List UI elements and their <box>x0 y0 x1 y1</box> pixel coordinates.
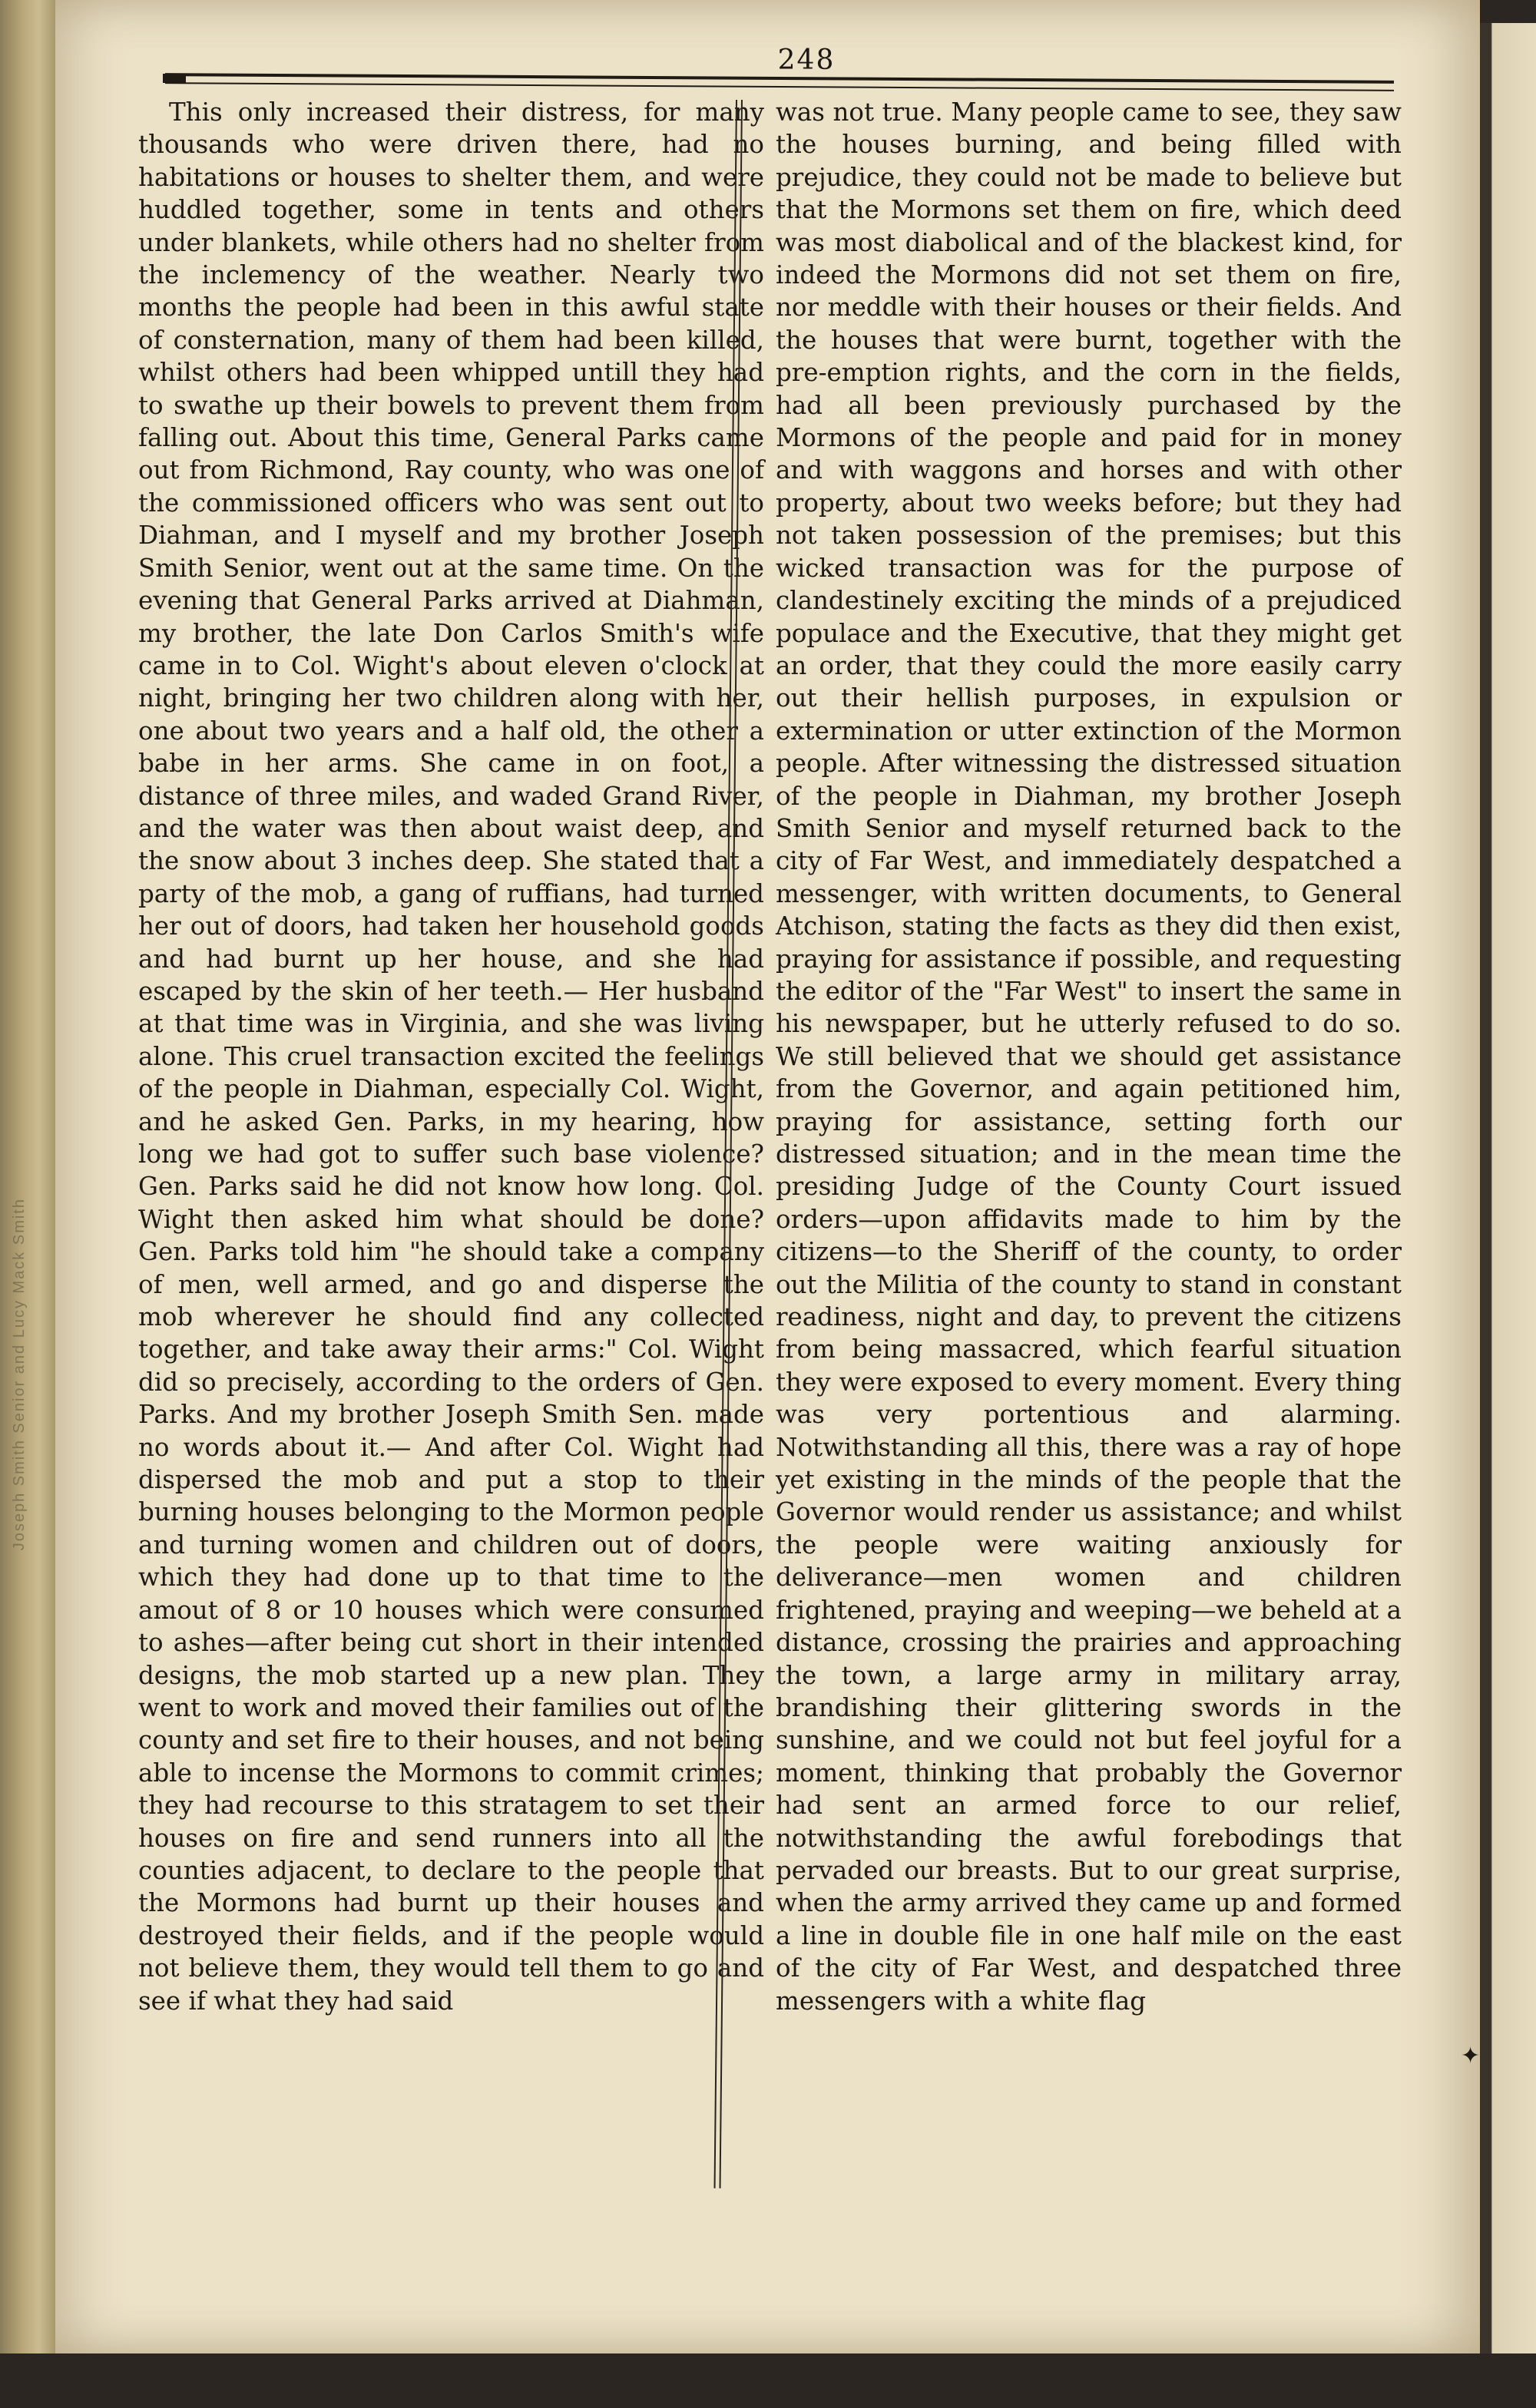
column-left-text: This only increased their distress, for many thousands who were driven there, had no habitations or houses to shelter them, and were huddled together, some in tents and others under blankets, while others had no shelter from the inclemency of the weather. Nearly two months the people had been in this awful state of consternation, many of them had been killed, whilst others had been whipped untill they had to swathe up their bowels to prevent them from falling out. About this time, General Parks came out from Richmond, Ray county, who was one of the commissioned officers who was sent out to Diahman, and I myself and my brother Joseph Smith Senior, went out at the same time. On the evening that General Parks arrived at Diahman, my brother, the late Don Carlos Smith's wife came in to Col. Wight's about eleven o'clock at night, bringing her two children along with her, one about two years and a half old, the other a babe in her arms. She came in on foot, a distance of three miles, and waded Grand River, and the water was then about waist deep, and the snow about 3 inches deep. She stated that a party of the mob, a gang of ruffians, had turned her out of doors, had taken her household goods and had burnt up her house, and she had escaped by the skin of her teeth.— Her husband at that time was in Virginia, and she was living alone. This cruel transaction excited the feelings of the people in Diahman, especially Col. Wight, and he asked Gen. Parks, in my hearing, how long we had got to suffer such base violence? Gen. Parks said he did not know how long. Col. Wight then asked him what should be done? Gen. Parks told him "he should take a company of men, well armed, and go and disperse the mob wherever he should find any collected together, and take away their arms:" Col. Wight did so precisely, according to the orders of Gen. Parks. And my brother Joseph Smith Sen. made no words about it.— And after Col. Wight had dispersed the mob and put a stop to their burning houses belonging to the Mormon people and turning women and children out of doors, which they had done up to that time to the amout of 8 or 10 houses which were consumed to ashes—after being cut short in their intended designs, the mob started up a new plan. They went to work and moved their families out of the county and set fire to their houses, and not being able to incense the Mormons to commit crimes; they had recourse to this stratagem to set their houses on fire and send runners into all the counties adjacent, to declare to the people that the Mormons had burnt up their houses and destroyed their fields, and if the people would not believe them, they would tell them to go and see if what they had said <box>138 98 764 2016</box>
margin-mark-icon: ✦ <box>1461 2043 1481 2069</box>
page-number: 248 <box>777 45 836 76</box>
book-spine <box>0 0 55 2408</box>
text-column-left <box>138 96 764 2017</box>
spine-text: Joseph Smith Senior and Lucy Mack Smith <box>11 1198 28 1551</box>
background-bottom <box>0 2353 1536 2408</box>
next-page-edge <box>1480 23 1536 2373</box>
column-right-text: was not true. Many people came to see, they saw the houses burning, and being filled with prejudice, they could not be made to believe but that the Mormons set them on fire, which deed was most diabolical and of the blackest kind, for indeed the Mormons did not set them on fire, nor meddle with their houses or their fields. And the houses that were burnt, together with the pre-emption rights, and the corn in the fields, had all been previously purchased by the Mormons of the people and paid for in money and with waggons and horses and with other property, about two weeks before; but they had not taken possession of the premises; but this wicked transaction was for the purpose of clandestinely exciting the minds of a prejudiced populace and the Executive, that they might get an order, that they could the more easily carry out their hellish purposes, in expulsion or extermination or utter extinction of the Mormon people. After witnessing the distressed situation of the people in Diahman, my brother Joseph Smith Senior and myself returned back to the city of Far West, and immediately despatched a messenger, with written documents, to General Atchison, stating the facts as they did then exist, praying for assistance if possible, and requesting the editor of the "Far West" to insert the same in his newspaper, but he utterly refused to do so. We still believed that we should get assistance from the Governor, and again petitioned him, praying for assistance, setting forth our distressed situation; and in the mean time the presiding Judge of the County Court issued orders—upon affidavits made to him by the citizens—to the Sheriff of the county, to order out the Militia of the county to stand in constant readiness, night and day, to prevent the citizens from being massacred, which fearful situation they were exposed to every moment. Every thing was very portentious and alarming. Notwithstanding all this, there was a ray of hope yet existing in the minds of the people that the Governor would render us assistance; and whilst the people were waiting anxiously for deliverance—men women and children frightened, praying and weeping—we beheld at a distance, crossing the prairies and approaching the town, a large army in military array, brandishing their glittering swords in the sunshine, and we could not but feel joyful for a moment, thinking that probably the Governor had sent an armed force to our relief, notwithstanding the awful forebodings that pervaded our breasts. But to our great surprise, when the army arrived they came up and formed a line in double file in one half mile on the east of the city of Far West, and despatched three messengers with a white flag <box>776 98 1402 2016</box>
text-column-right <box>776 96 1402 2017</box>
